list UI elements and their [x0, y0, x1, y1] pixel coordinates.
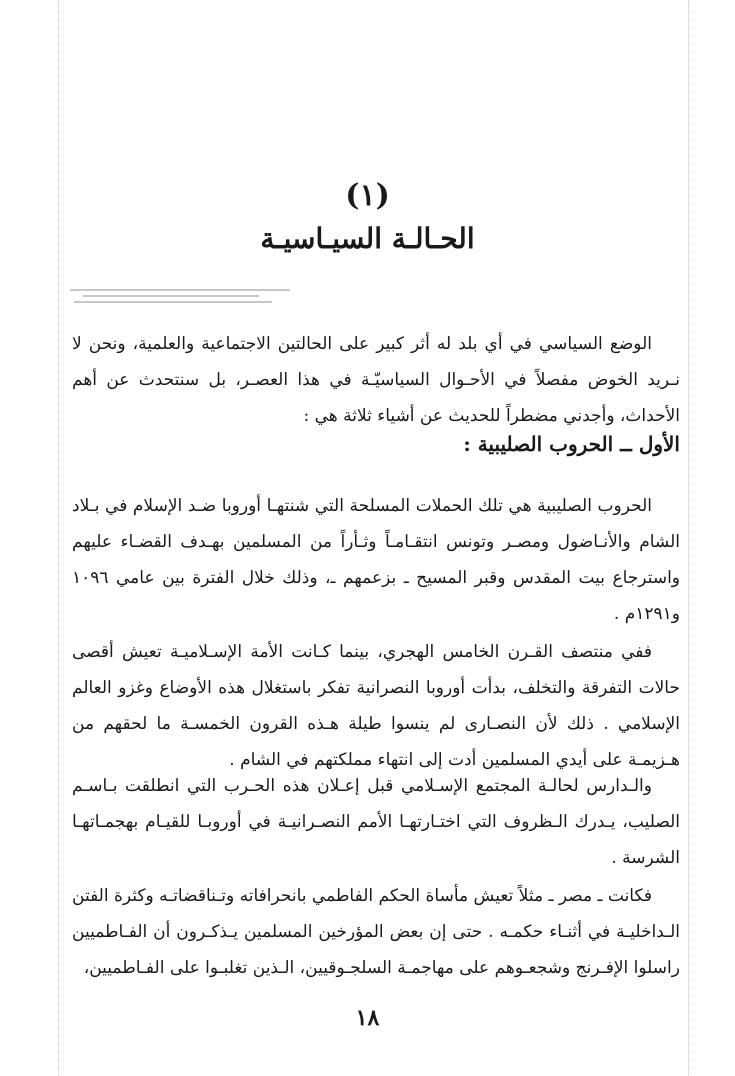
- scan-margin-line-right: [688, 0, 690, 1076]
- section-heading: الأول ــ الحروب الصليبية :: [463, 432, 680, 456]
- page-number: ١٨: [355, 1005, 380, 1031]
- chapter-title: الحـالـة السيـاسيـة: [260, 222, 475, 255]
- paragraph-fifth-century: ففي منتصف القـرن الخامس الهجري، بينما كـانت الأمة الإسـلاميـة تعيش أقصى حالات التفرقة والتخلف، بدأت أوروبا النصرانية تفكر باستغلال هذه الأوضاع وغزو العالم الإسلامي . ذلك لأن النصـارى لم ينسوا طيلة هـذه القرون الخمسـة ما لحقهم من هـزيمـة على أيدي المسلمين أدت إلى انتهاء مملكتهم في الشام .: [72, 642, 680, 770]
- faded-stamp-mark: [70, 285, 290, 307]
- chapter-number: (١): [345, 178, 390, 213]
- paragraph-egypt-fatimid: فكانت ـ مصر ـ مثلاً تعيش مأساة الحكم الفاطمي بانحرافاته وتـناقضاتـه وكثرة الفتن الـداخليـة في أثنـاء حكمـه . حتى إن بعض المؤرخين المسلمين يـذكـرون أن الفـاطميين راسلوا الإفـرنج وشجعـوهم على مهاجمـة السلجـوقيين، الـذين تغلبـوا على الفـاطميين،: [72, 886, 680, 978]
- paragraph-crusades-definition: الحروب الصليبية هي تلك الحملات المسلحة التي شنتهـا أوروبا ضـد الإسلام في بـلاد الشام والأنـاضول ومصـر وتونس انتقـامـاً وثـأراً من المسلمين بهـدف القضـاء عليهم واسترجاع بيت المقدس وقبر المسيح ـ بزعمهم ـ، وذلك خلال الفترة بين عامي ١٠٩٦ و١٢٩١م .: [72, 496, 680, 624]
- paragraph-society-state: والـدارس لحالـة المجتمع الإسـلامي قبل إعـلان هذه الحـرب التي انطلقت بـاسـم الصليب، يـدرك الـظروف التي اختـارتهـا الأمم النصـرانيـة في أوروبـا للقيـام بهجمـاتهـا الشرسة .: [72, 776, 680, 868]
- scan-margin-line-left: [58, 0, 60, 1076]
- paragraph-intro: الوضع السياسي في أي بلد له أثر كبير على الحالتين الاجتماعية والعلمية، ونحن لا نـريد الخوض مفصلاً في الأحـوال السياسيّـة في هذا العصـر، بل سنتحدث عن أهم الأحداث، وأجدني مضطراً للحديث عن أشياء ثلاثة هي :: [72, 334, 680, 426]
